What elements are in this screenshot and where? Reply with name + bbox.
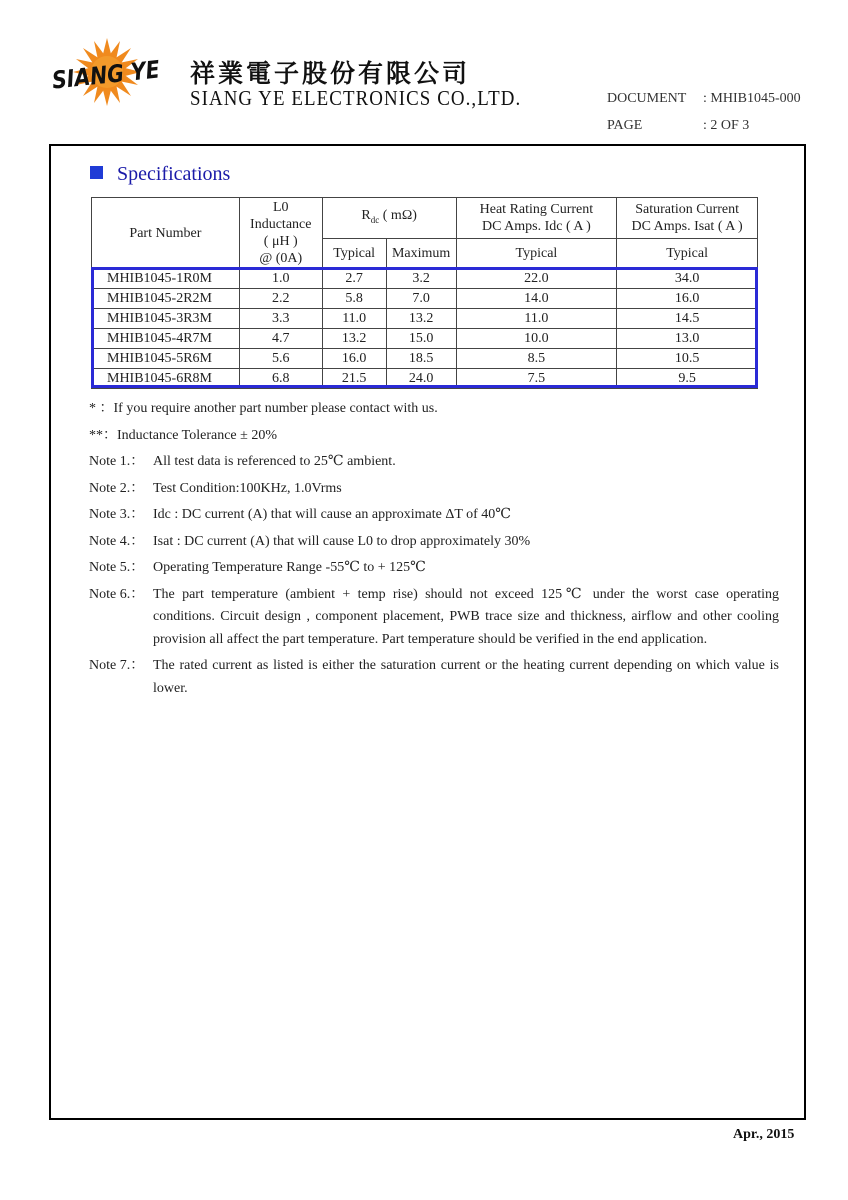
note-item — [89, 557, 779, 580]
note-text: Operating Temperature Range -55℃ to + 125℃ — [153, 560, 426, 575]
header-inductance-line4: @ (0A) — [259, 251, 303, 266]
table-row — [92, 349, 758, 369]
section-title — [90, 163, 230, 186]
specifications-table — [91, 197, 758, 389]
cell-rdc-maximum: 24.0 — [386, 369, 456, 389]
cell-isat: 9.5 — [617, 369, 758, 389]
header-rdc-typical: Typical — [322, 239, 386, 269]
cell-part-number: MHIB1045-3R3M — [92, 309, 240, 329]
header-rdc — [322, 198, 456, 239]
header-inductance-line3: ( μH ) — [263, 234, 298, 249]
document-value: : MHIB1045-000 — [703, 91, 801, 106]
note-text: The part temperature (ambient + temp rise) should not exceed 125℃ under the worst case operating conditions. Circuit design , component placement, PWB trace size and thickness, airflow and other cooling provision all affect the part temperature. Part temperature should be verified in the end application. — [153, 586, 779, 647]
cell-inductance: 2.2 — [239, 289, 322, 309]
note-label: Note 2.： — [89, 480, 145, 496]
header-idc-typical: Typical — [456, 239, 617, 269]
header-inductance-line2: Inductance — [250, 217, 312, 232]
header-saturation — [617, 198, 758, 239]
note-item — [89, 504, 779, 527]
header-inductance — [239, 198, 322, 269]
header-rdc-maximum: Maximum — [386, 239, 456, 269]
cell-inductance: 3.3 — [239, 309, 322, 329]
company-name-chinese: 祥業電子股份有限公司 — [190, 59, 471, 88]
cell-rdc-typical: 2.7 — [322, 269, 386, 289]
header-heat-rating — [456, 198, 617, 239]
note-label: Note 1.： — [89, 454, 145, 469]
header-rdc-subscript: dc — [370, 214, 380, 225]
note-label: Note 5.： — [89, 560, 145, 575]
cell-idc: 22.0 — [456, 269, 617, 289]
note-item — [89, 584, 779, 652]
note-text: All test data is referenced to 25℃ ambient. — [153, 454, 396, 469]
cell-idc: 10.0 — [456, 329, 617, 349]
header-part-number: Part Number — [92, 198, 240, 269]
section-title-text: Specifications — [117, 163, 231, 185]
cell-isat: 10.5 — [617, 349, 758, 369]
notes-section — [89, 398, 779, 704]
header-isat-typical: Typical — [617, 239, 758, 269]
note-item — [89, 425, 779, 448]
cell-isat: 16.0 — [617, 289, 758, 309]
note-text: Idc : DC current (A) that will cause an approximate ΔT of 40℃ — [153, 507, 511, 522]
cell-part-number: MHIB1045-6R8M — [92, 369, 240, 389]
cell-inductance: 5.6 — [239, 349, 322, 369]
note-text: The rated current as listed is either the saturation current or the heating current depending on which value is lower. — [153, 658, 779, 696]
cell-inductance: 6.8 — [239, 369, 322, 389]
cell-rdc-maximum: 18.5 — [386, 349, 456, 369]
page-label: PAGE — [607, 118, 643, 133]
cell-rdc-typical: 16.0 — [322, 349, 386, 369]
table-row — [92, 289, 758, 309]
table-row — [92, 269, 758, 289]
company-name-english: SIANG YE ELECTRONICS CO.,LTD. — [190, 86, 522, 110]
cell-idc: 14.0 — [456, 289, 617, 309]
cell-rdc-typical: 13.2 — [322, 329, 386, 349]
cell-idc: 8.5 — [456, 349, 617, 369]
header-rdc-unit: ( mΩ) — [379, 208, 417, 224]
header-sat-line1: Saturation Current — [635, 202, 740, 217]
cell-part-number: MHIB1045-4R7M — [92, 329, 240, 349]
cell-isat: 34.0 — [617, 269, 758, 289]
cell-rdc-maximum: 3.2 — [386, 269, 456, 289]
cell-rdc-typical: 5.8 — [322, 289, 386, 309]
document-label: DOCUMENT — [607, 91, 687, 106]
table-row — [92, 369, 758, 389]
note-item — [89, 451, 779, 474]
table-row — [92, 309, 758, 329]
note-text: Test Condition:100KHz, 1.0Vrms — [153, 480, 342, 496]
header-rdc-symbol: R — [361, 208, 371, 224]
cell-part-number: MHIB1045-5R6M — [92, 349, 240, 369]
cell-inductance: 4.7 — [239, 329, 322, 349]
header-heat-line1: Heat Rating Current — [479, 202, 594, 217]
note-text: **：Inductance Tolerance ± 20% — [89, 427, 277, 443]
table-row — [92, 329, 758, 349]
header-inductance-line1: L0 — [272, 200, 289, 215]
cell-rdc-typical: 11.0 — [322, 309, 386, 329]
company-logo — [50, 36, 180, 108]
square-bullet-icon — [90, 166, 103, 179]
note-label: Note 3.： — [89, 507, 145, 522]
cell-isat: 14.5 — [617, 309, 758, 329]
cell-part-number: MHIB1045-2R2M — [92, 289, 240, 309]
note-item — [89, 398, 779, 421]
header-sat-line2: DC Amps. Isat ( A ) — [631, 219, 743, 234]
cell-rdc-maximum: 7.0 — [386, 289, 456, 309]
note-item — [89, 531, 779, 554]
cell-isat: 13.0 — [617, 329, 758, 349]
cell-rdc-typical: 21.5 — [322, 369, 386, 389]
note-item — [89, 478, 779, 501]
note-label: Note 4.： — [89, 533, 145, 549]
note-text: * ：If you require another part number please contact with us. — [89, 401, 438, 416]
cell-rdc-maximum: 13.2 — [386, 309, 456, 329]
cell-rdc-maximum: 15.0 — [386, 329, 456, 349]
header-heat-line2: DC Amps. Idc ( A ) — [481, 219, 591, 234]
note-item — [89, 655, 779, 700]
note-label: Note 7.： — [89, 658, 145, 673]
page-value: : 2 OF 3 — [703, 118, 750, 133]
page-number — [607, 118, 749, 134]
cell-inductance: 1.0 — [239, 269, 322, 289]
document-number — [607, 91, 801, 107]
cell-idc: 11.0 — [456, 309, 617, 329]
note-text: Isat : DC current (A) that will cause L0 to drop approximately 30% — [153, 533, 531, 549]
footer-date: Apr., 2015 — [733, 1127, 795, 1142]
cell-idc: 7.5 — [456, 369, 617, 389]
logo-text: SIANG YE — [50, 53, 180, 95]
cell-part-number: MHIB1045-1R0M — [92, 269, 240, 289]
note-label: Note 6.： — [89, 586, 145, 602]
